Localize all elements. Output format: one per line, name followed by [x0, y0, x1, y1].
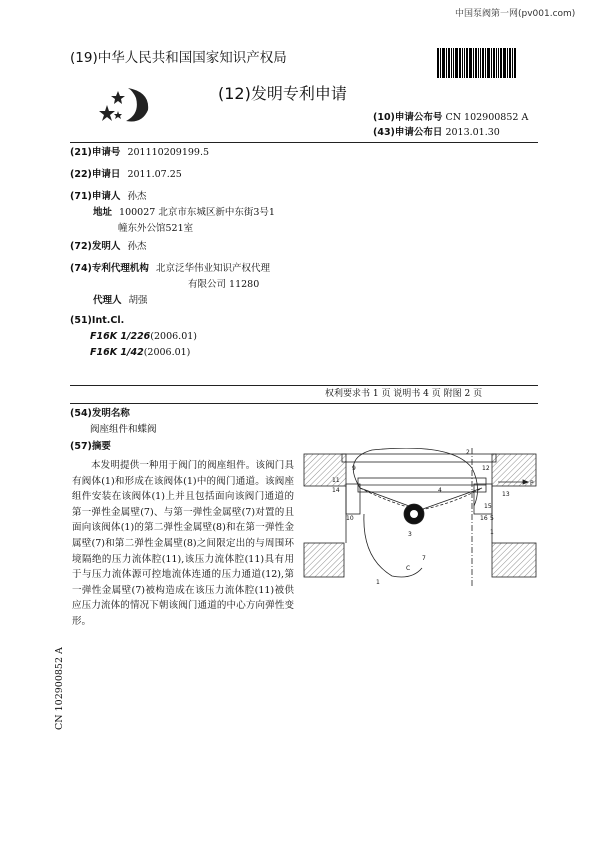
valve-figure [302, 448, 538, 590]
header-rule [70, 142, 538, 143]
figure-label: P [530, 480, 534, 487]
invention-title: 阀座组件和蝶阀 [90, 424, 157, 435]
patent-agency-line-2: 有限公司 11280 [188, 279, 260, 290]
invention-title-label: (54)发明名称 [70, 408, 130, 419]
site-watermark: 中国泵阀第一网(pv001.com) [455, 9, 576, 19]
figure-label: 3 [408, 531, 412, 538]
agent: 代理人 胡强 [93, 295, 148, 306]
application-number: (21)申请号 201110209199.5 [70, 147, 210, 158]
address-line-2: 幢东外公馆521室 [118, 223, 194, 234]
abstract-text: 本发明提供一种用于阀门的阀座组件。该阀门具有阀体(1)和形成在该阀体(1)中的阀门通道。该阀座组件安装在该阀体(1)上并且包括面向该阀门通道的第一弹性金属壁(7)、与第一弹性金属壁(7)对置的且面向该阀体(1)的第二弹性金属壁(8)和在第一弹性金属壁(7)和第二弹性金属壁(8)之间限定出的与周围环境隔绝的压力流体腔(11),该压力流体腔(11)具有用于与压力流体源可控地流体连通的压力通道(12),第一弹性金属壁(7)被构造成在该压力流体腔(11)被供应压力流体的情况下朝该阀门通道的中心方向弹性变形。 [72, 460, 294, 627]
barcode [437, 48, 537, 78]
application-date: (22)申请日 2011.07.25 [70, 169, 182, 180]
publication-number: (10)申请公布号 CN 102900852 A [373, 112, 529, 123]
figure-label: 1 [376, 579, 380, 586]
figure-label: 5 [490, 515, 494, 522]
int-cl-label: (51)Int.Cl. [70, 315, 125, 326]
figure-label: 14 [332, 487, 340, 494]
section-rule [70, 403, 538, 404]
figure-label: 11 [332, 477, 340, 484]
figure-label: 15 [484, 503, 492, 510]
inventor: (72)发明人 孙杰 [70, 241, 147, 252]
figure-label: 1 [490, 529, 494, 536]
side-publication-number: CN 102900852 A [54, 647, 65, 730]
address: 地址 100027 北京市东城区新中东街3号1 [93, 207, 275, 218]
int-cl-item: F16K 1/226(2006.01) [90, 331, 197, 342]
publication-date: (43)申请公布日 2013.01.30 [373, 127, 500, 138]
figure-label: C [406, 565, 411, 572]
cnipa-logo [98, 84, 158, 126]
int-cl-item: F16K 1/42(2006.01) [90, 347, 191, 358]
document-type: (12)发明专利申请 [218, 84, 347, 103]
abstract-label: (57)摘要 [70, 441, 111, 452]
figure-label: 16 [480, 515, 488, 522]
figure-label: 4 [438, 487, 442, 494]
figure-label: 2 [466, 449, 470, 456]
figure-label: 10 [346, 515, 354, 522]
pages-info: 权利要求书 1 页 说明书 4 页 附图 2 页 [325, 389, 483, 399]
patent-agency: (74)专利代理机构 北京泛华伟业知识产权代理 [70, 263, 270, 274]
figure-label: 12 [482, 465, 490, 472]
figure-label: 13 [502, 491, 510, 498]
office-header: (19)中华人民共和国国家知识产权局 [70, 50, 287, 66]
figure-label: 7 [422, 555, 426, 562]
figure-label: 9 [352, 465, 356, 472]
section-rule [70, 385, 538, 386]
applicant: (71)申请人 孙杰 [70, 191, 147, 202]
